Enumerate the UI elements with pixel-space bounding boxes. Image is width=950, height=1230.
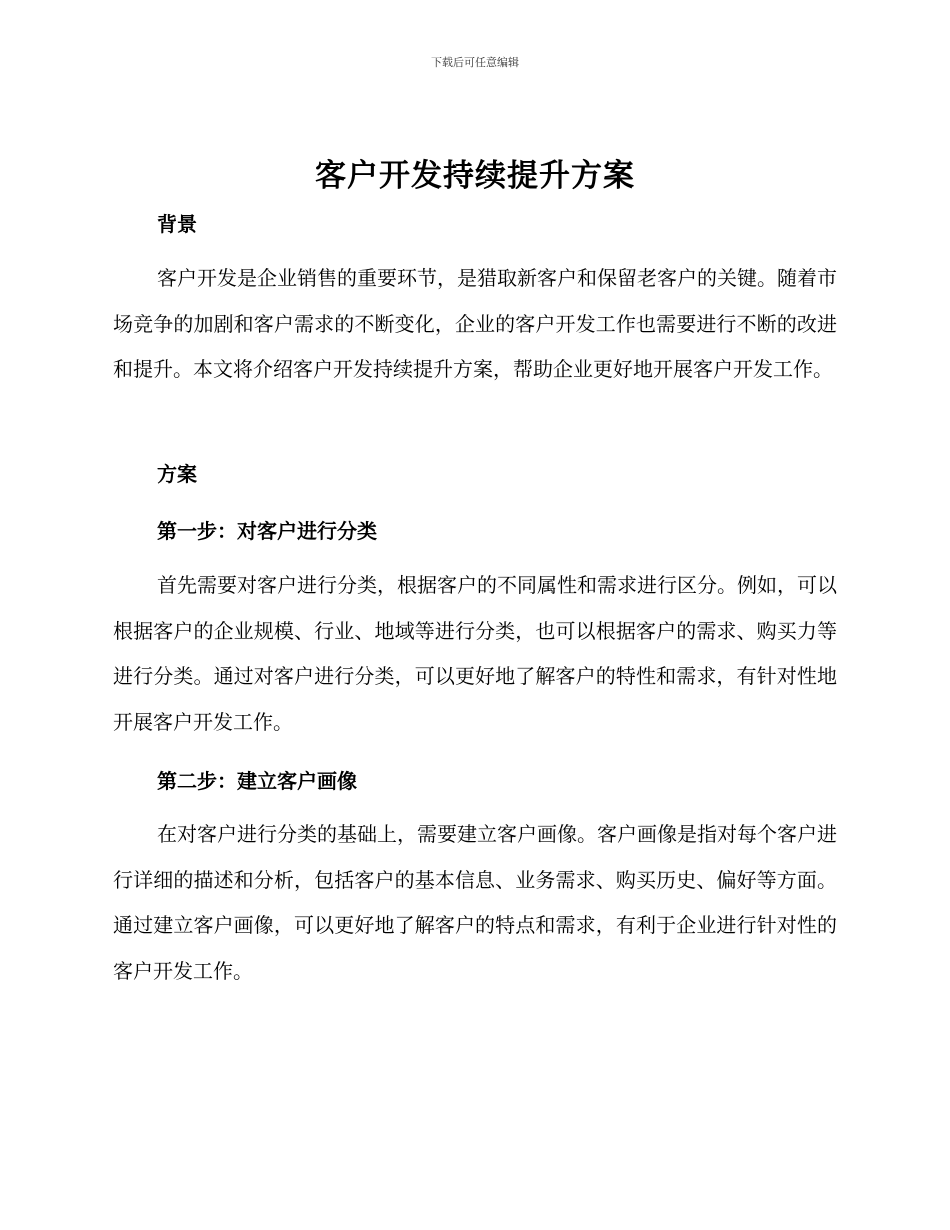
step1-heading: 第一步：对客户进行分类 [157, 519, 377, 543]
paragraph-background: 客户开发是企业销售的重要环节，是猎取新客户和保留老客户的关键。随着市场竞争的加剧和客户需求的不断变化，企业的客户开发工作也需要进行不断的改进和提升。本文将介绍客户开发持续提升方案，帮助企业更好地开展客户开发工作。 [113, 266, 837, 381]
header-note: 下载后可任意编辑 [431, 56, 519, 69]
section-heading-plan: 方案 [157, 462, 197, 486]
section-heading-background: 背景 [157, 212, 197, 236]
step2-heading: 第二步：建立客户画像 [157, 769, 357, 793]
paragraph-step1: 首先需要对客户进行分类，根据客户的不同属性和需求进行区分。例如，可以根据客户的企业规模、行业、地域等进行分类，也可以根据客户的需求、购买力等进行分类。通过对客户进行分类，可以更好地了解客户的特性和需求，有针对性地开展客户开发工作。 [113, 573, 837, 734]
document-title: 客户开发持续提升方案 [315, 158, 635, 194]
paragraph-step2: 在对客户进行分类的基础上，需要建立客户画像。客户画像是指对每个客户进行详细的描述和分析，包括客户的基本信息、业务需求、购买历史、偏好等方面。通过建立客户画像，可以更好地了解客户的特点和需求，有利于企业进行针对性的客户开发工作。 [113, 822, 837, 983]
